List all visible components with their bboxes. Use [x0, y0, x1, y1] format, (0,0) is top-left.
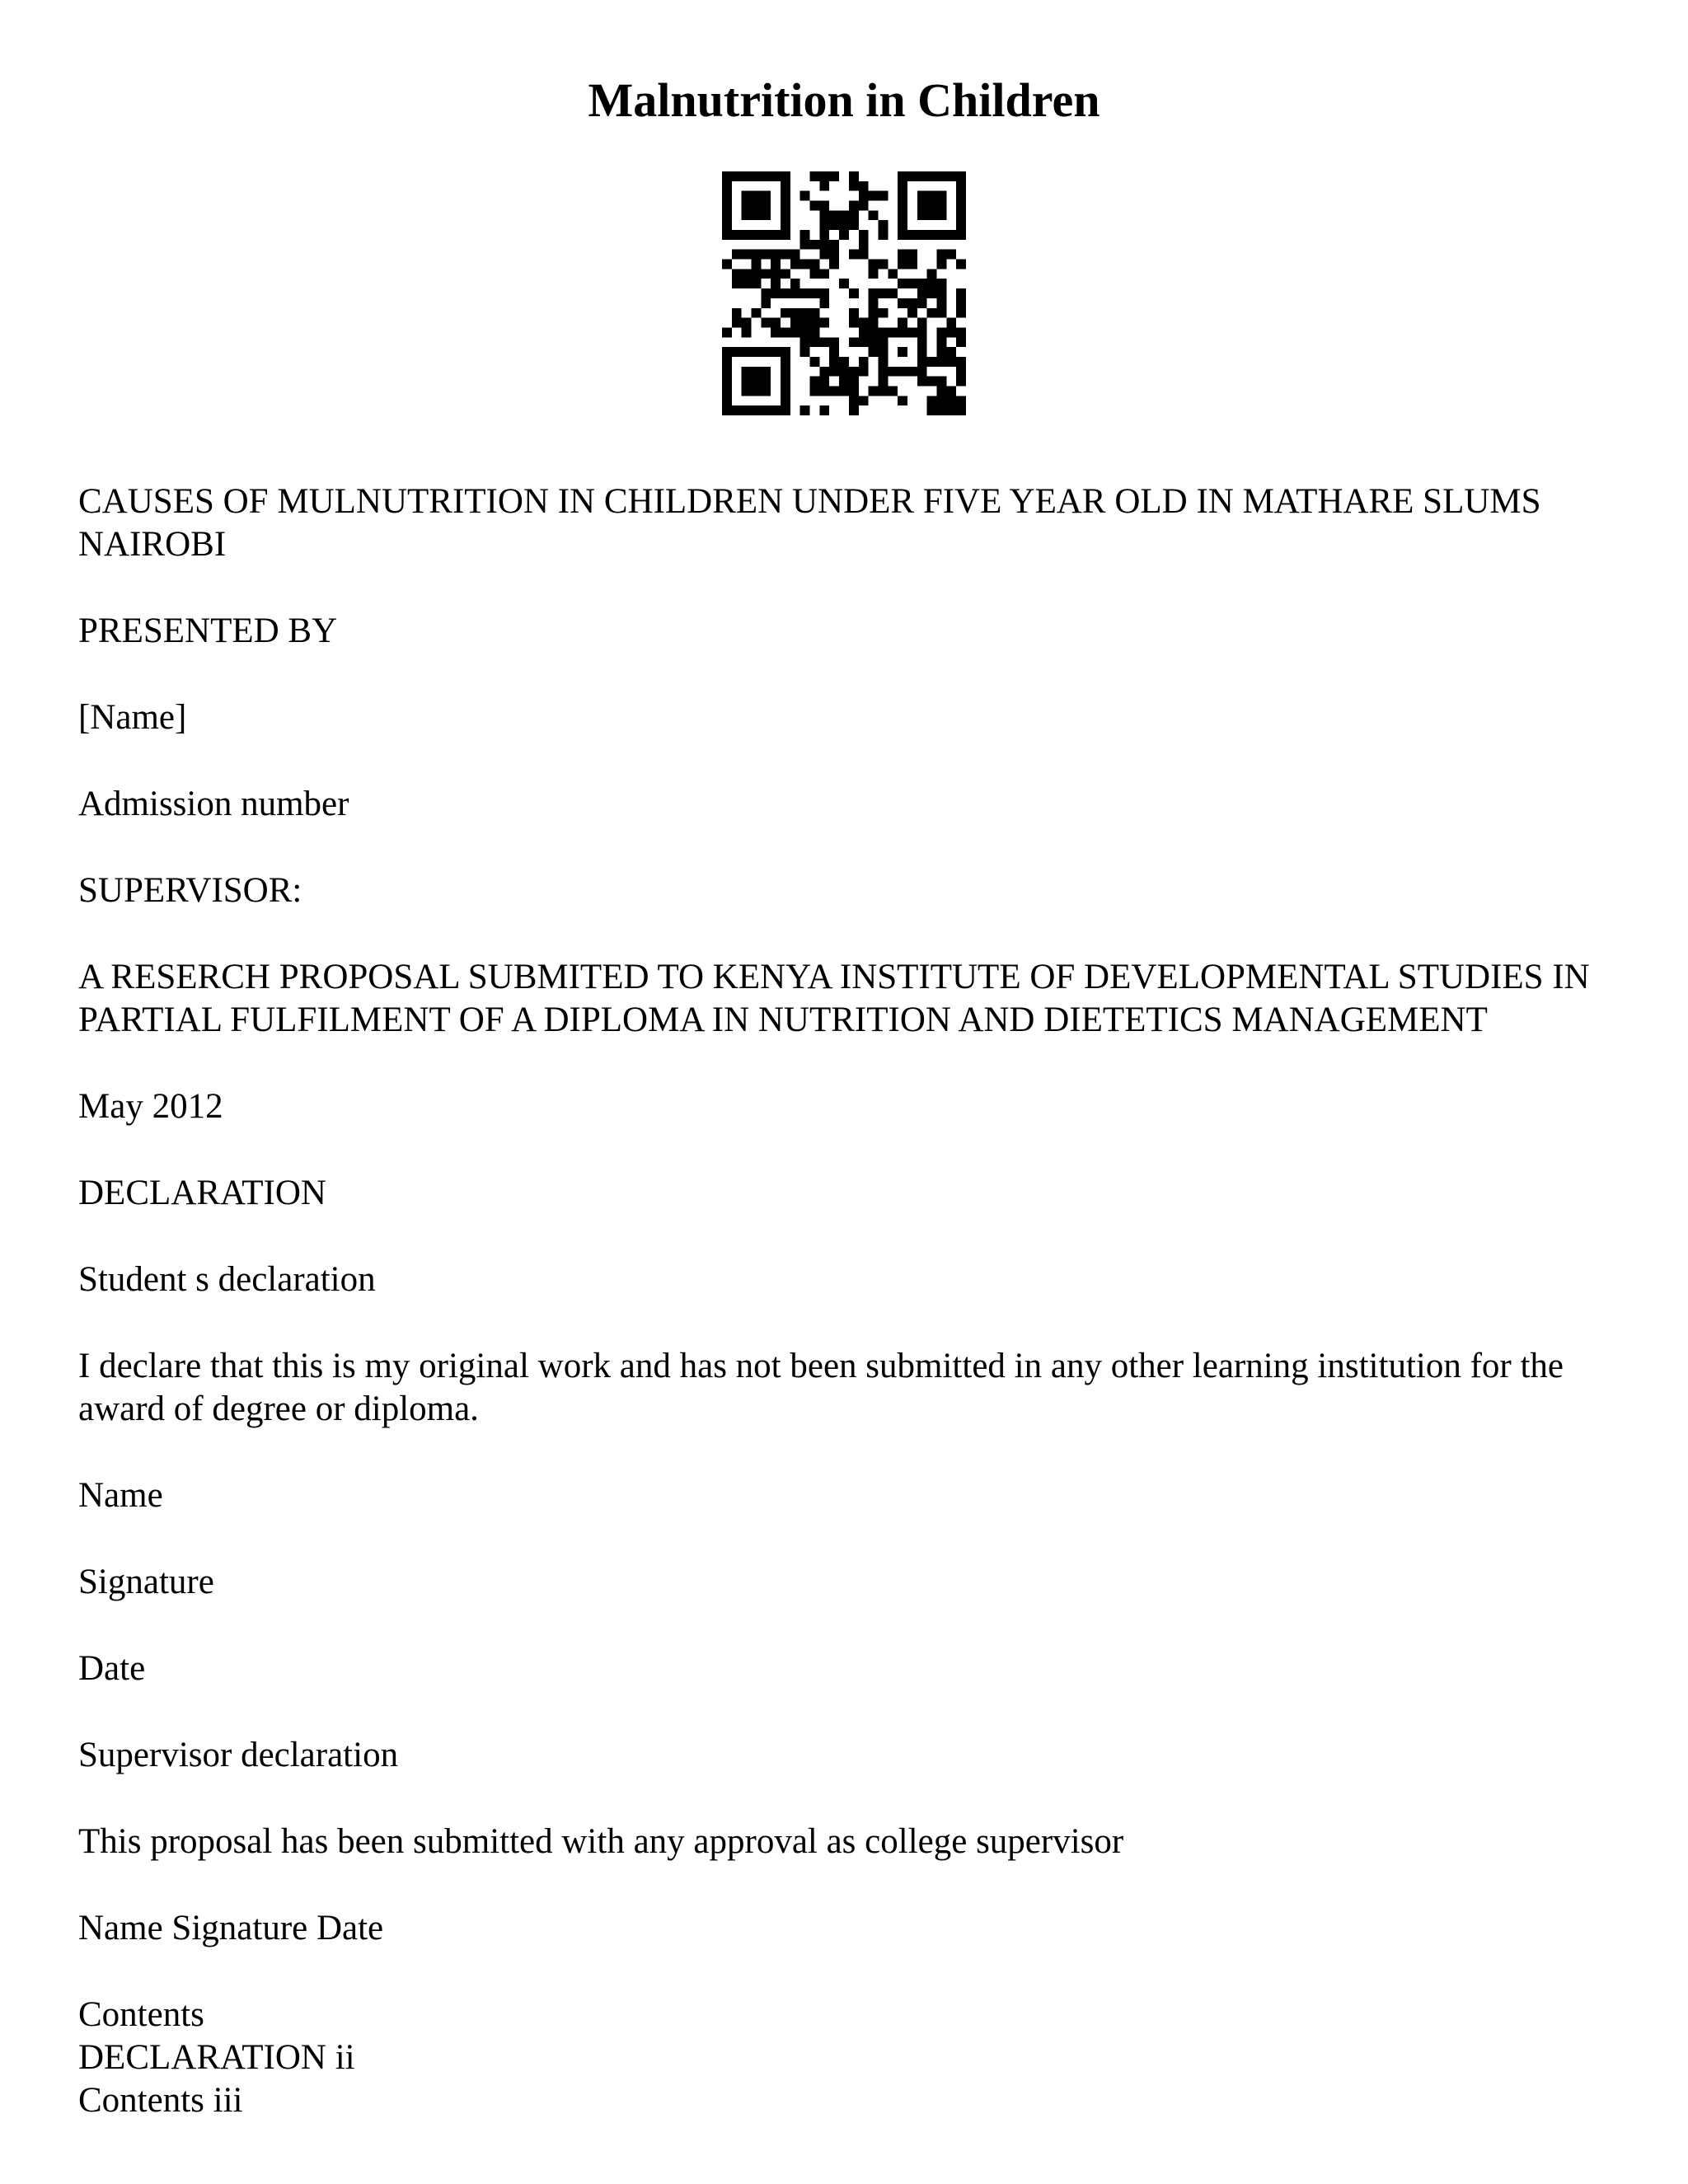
student-signature-label: Signature [78, 1563, 214, 1601]
admission-number-label: Admission number [78, 785, 349, 823]
proposal-title: CAUSES OF MULNUTRITION IN CHILDREN UNDER FIVE YEAR OLD IN MATHARE SLUMS NAIROBI [78, 482, 1541, 564]
contents-heading: Contents [78, 1995, 204, 2034]
qr-code-icon [722, 171, 966, 415]
supervisor-declaration-heading: Supervisor declaration [78, 1736, 399, 1774]
document-title: Malnutrition in Children [588, 73, 1100, 127]
presented-by-label: PRESENTED BY [78, 612, 338, 650]
student-date-label: Date [78, 1649, 146, 1688]
submission-statement: A RESERCH PROPOSAL SUBMITED TO KENYA INSTITUTE OF DEVELOPMENTAL STUDIES IN PARTIAL FULFILMENT OF A DIPLOMA IN NUTRITION AND DIETETICS MANAGEMENT [78, 958, 1590, 1039]
document-body [78, 480, 1628, 2122]
supervisor-sign-line: Name Signature Date [78, 1909, 384, 1947]
student-declaration-text: I declare that this is my original work and has not been submitted in any other learning institution for the award of degree or diploma. [78, 1347, 1564, 1428]
contents-entry: DECLARATION ii [78, 2038, 355, 2077]
student-declaration-heading: Student s declaration [78, 1260, 376, 1299]
student-name-label: Name [78, 1476, 163, 1515]
declaration-heading: DECLARATION [78, 1174, 326, 1212]
supervisor-declaration-text: This proposal has been submitted with any approval as college supervisor [78, 1822, 1124, 1861]
contents-entry: Contents iii [78, 2081, 243, 2120]
submission-date: May 2012 [78, 1087, 223, 1126]
presenter-name: [Name] [78, 698, 187, 737]
supervisor-label: SUPERVISOR: [78, 871, 302, 910]
